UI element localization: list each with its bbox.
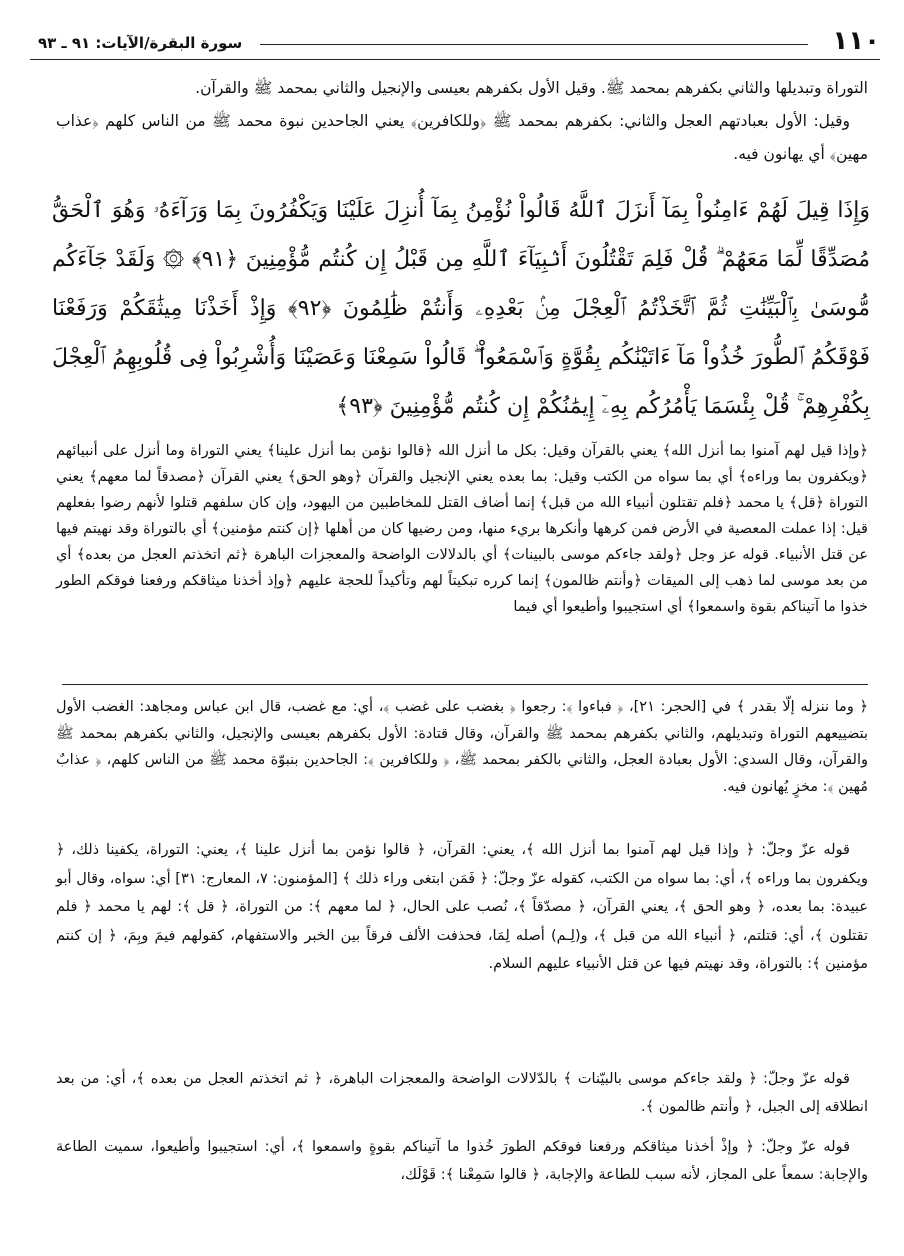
commentary-paragraph: التوراة وتبديلها والثاني بكفرهم بمحمد ﷺ. وقيل الأول بكفرهم بعيسى والإنجيل والثاني بمحمد ﷺ والقرآن. xyxy=(195,79,868,97)
page-header xyxy=(30,26,880,60)
running-title: سورة البقرة/الآيات: ٩١ ـ ٩٣ xyxy=(38,34,243,52)
top-commentary xyxy=(56,72,868,171)
header-underline xyxy=(30,59,880,60)
footnote-divider xyxy=(62,684,868,685)
commentary-paragraph: وقيل: الأول بعبادتهم العجل والثاني: بكفرهم بمحمد ﷺ ﴿وللكافرين﴾ يعني الجاحدين نبوة محمد ﷺ من الناس كلهم ﴿عذاب مهين﴾ أي يهانون فيه. xyxy=(56,112,868,163)
tafsir-main-text: ﴿وإذا قيل لهم آمنوا بما أنزل الله﴾ يعني بالقرآن وقيل: بكل ما أنزل الله ﴿قالوا نؤمن بما أنزل علينا﴾ يعني التوراة وما أنزل على أنبيائهم ﴿ويكفرون بما وراءه﴾ أي بما سواه من الكتب وقيل: بما بعده يعني الإنجيل والقرآن ﴿وهو الحق﴾ يعني القرآن ﴿مصدقاً لما معهم﴾ يعني التوراة ﴿قل﴾ يا محمد ﴿فلم تقتلون أنبياء الله من قبل﴾ إنما أضاف القتل للمخاطبين من اليهود، وإن كان سلفهم قتلوا لأنهم رضوا بفعلهم قيل: إذا عملت المعصية في الأرض فمن كرهها وأنكرها بريء منها، ومن رضيها كان من أهلها ﴿إن كنتم مؤمنين﴾ أي بالتوراة وقد نهيتم فيها عن قتل الأنبياء. قوله عز وجل ﴿ولقد جاءكم موسى بالبينات﴾ أي بالدلالات الواضحة والمعجزات الباهرة ﴿ثم اتخذتم العجل من بعده﴾ أي من بعد موسى لما ذهب إلى الميقات ﴿وأنتم ظالمون﴾ إنما كرره تبكيتاً لهم وتأكيداً للحجة عليهم ﴿وإذ أخذنا ميثاقكم ورفعنا فوقكم الطور خذوا ما آتيناكم بقوة واسمعوا﴾ أي استجيبوا وأطيعوا أي فيما xyxy=(56,443,868,615)
footnote-paragraph: قوله عزّ وجلّ: ﴿ ولقد جاءكم موسى بالبيّنات ﴾ بالدّلالات الواضحة والمعجزات الباهرة، ﴿ ثم اتخذتم العجل من بعده ﴾، أي: من بعد انطلاقه إلى الجبل، ﴿ وأنتم ظالمون ﴾. xyxy=(56,1071,868,1115)
footnote-paragraph: قوله عزّ وجلّ: ﴿ وإذْ أخذنا ميثاقكم ورفعنا فوقكم الطورَ خُذوا ما آتيناكم بقوةٍ واسمعوا ﴾، أي: استجيبوا وأطيعوا، سميت الطاعة والإجابة: سمعاً على المجاز، لأنه سبب للطاعة والإجابة، ﴿ قالوا سَمِعْنا ﴾: قَوْلَك، xyxy=(56,1139,868,1183)
page-number: ١١٠ xyxy=(832,26,880,56)
footnote-paragraph: ﴿ وما ننزله إلّا بقدر ﴾ في [الحجر: ٢١]، ﴿ فباءوا ﴾: رجعوا ﴿ بغضب على غضب ﴾، أي: مع غضب، قال ابن عباس ومجاهد: الغضب الأول بتضييعهم التوراة وتبديلهم، والثاني بكفرهم بمحمد ﷺ والقرآن، وقال قتادة: الأول بكفرهم بعيسى والإنجيل، والثاني بكفرهم بمحمد ﷺ والقرآن، وقال السدي: الأول بعبادة العجل، والثاني بالكفر بمحمد ﷺ، ﴿ وللكافرين ﴾: الجاحدين بنبوّة محمد ﷺ من الناس كلهم، ﴿ عذابٌ مُهين ﴾: مخزٍ يُهانون فيه. xyxy=(56,699,868,795)
quran-verses: وَإِذَا قِيلَ لَهُمْ ءَامِنُواْ بِمَآ أَنزَلَ ٱللَّهُ قَالُواْ نُؤْمِنُ بِمَآ أُنزِلَ عَلَيْنَا وَيَكْفُرُونَ بِمَا وَرَآءَهُۥ وَهُوَ ٱلْحَقُّ مُصَدِّقًا لِّمَا مَعَهُمْ ۗ قُلْ فَلِمَ تَقْتُلُونَ أَنۢبِيَآءَ ٱللَّهِ مِن قَبْلُ إِن كُنتُم مُّؤْمِنِينَ ﴿٩١﴾ ۞ وَلَقَدْ جَآءَكُم مُّوسَىٰ بِٱلْبَيِّنَٰتِ ثُمَّ ٱتَّخَذْتُمُ ٱلْعِجْلَ مِنۢ بَعْدِهِۦ وَأَنتُمْ ظَٰلِمُونَ ﴿٩٢﴾ وَإِذْ أَخَذْنَا مِيثَٰقَكُمْ وَرَفَعْنَا فَوْقَكُمُ ٱلطُّورَ خُذُواْ مَآ ءَاتَيْنَٰكُم بِقُوَّةٍ وَٱسْمَعُواْ ۖ قَالُواْ سَمِعْنَا وَعَصَيْنَا وَأُشْرِبُواْ فِى قُلُوبِهِمُ ٱلْعِجْلَ بِكُفْرِهِمْ ۚ قُلْ بِئْسَمَا يَأْمُرُكُم بِهِۦٓ إِيمَٰنُكُمْ إِن كُنتُم مُّؤْمِنِينَ ﴿٩٣﴾ xyxy=(52,198,870,419)
header-rule xyxy=(260,44,808,45)
footnote-paragraph: قوله عزّ وجلّ: ﴿ وإذا قيل لهم آمنوا بما أنزل الله ﴾، يعني: القرآن، ﴿ قالوا نؤمن بما أنزل علينا ﴾، يعني: التوراة، يكفينا ذلك، ﴿ ويكفرون بما وراءه ﴾، أي: بما سواه من الكتب، كقوله عزّ وجلّ: ﴿ فَمَن ابتغى وراء ذلك ﴾ [المؤمنون: ٧، المعارج: ٣١] أي: سواه، وقال أبو عبيدة: بما بعده، ﴿ وهو الحق ﴾، يعني القرآن، ﴿ مصدّقاً ﴾، نُصب على الحال، ﴿ لما معهم ﴾: من التوراة، ﴿ قل ﴾: لهم يا محمد ﴿ فلم تقتلون ﴾، أي: قتلتم، ﴿ أنبياء الله من قبل ﴾، و(لِـم) أصله لِمَا، فحذفت الألف فرقاً بين الخبر والاستفهام، كقولهم فيمَ وبِمَ، ﴿ إن كنتم مؤمنين ﴾: بالتوراة، وقد نهيتم فيها عن قتل الأنبياء عليهم السلام. xyxy=(56,842,869,972)
